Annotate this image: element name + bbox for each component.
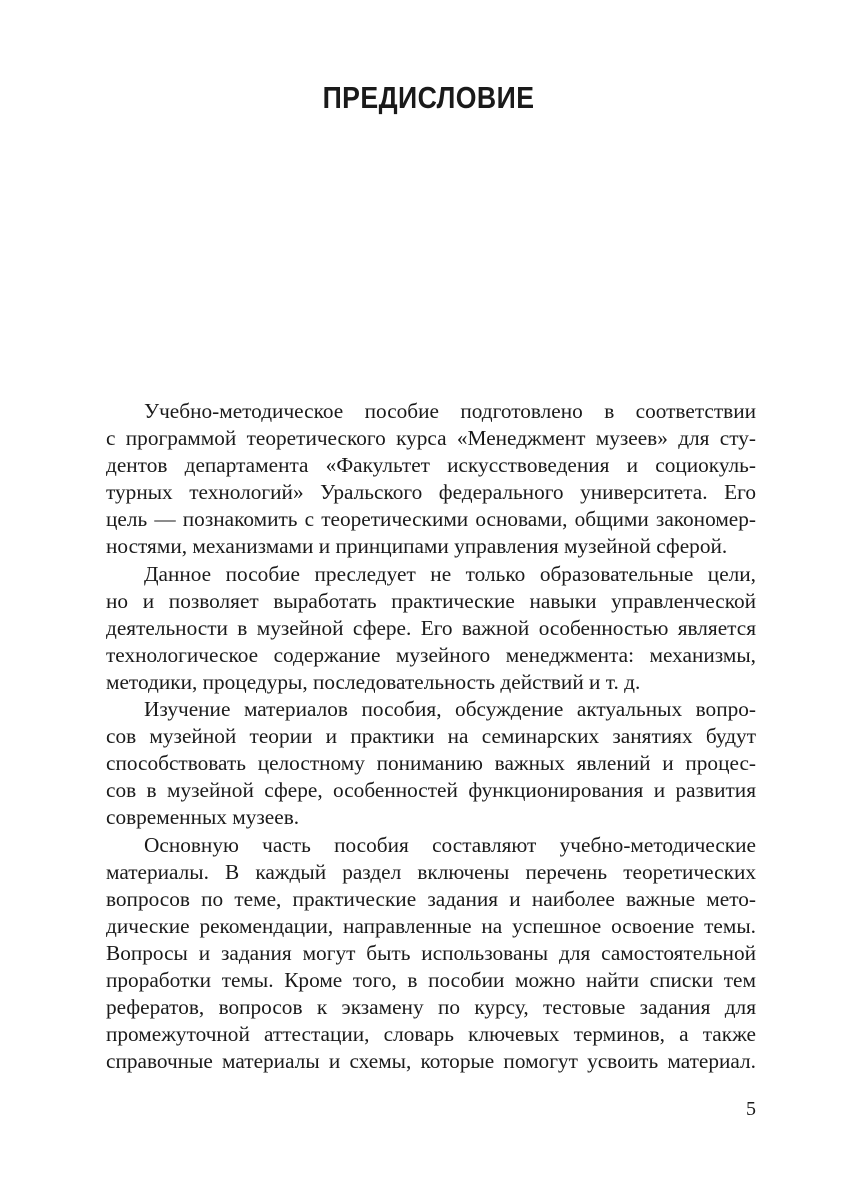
text-line: Данное пособие преследует не только образовательные цели, [144,561,756,586]
text-line: Изучение материалов пособия, обсуждение актуальных вопро- [144,697,756,722]
text-line: но и позволяет выработать практические навыки управленческой [106,588,756,613]
text-line: методики, процедуры, последовательность действий и т. д. [106,669,641,694]
page-number: 5 [746,1098,756,1120]
text-line: ностями, механизмами и принципами управления музейной сферой. [106,534,728,559]
text-line: Вопросы и задания могут быть использованы для самостоятельной [106,940,756,965]
text-line: рефератов, вопросов к экзамену по курсу, тестовые задания для [106,995,756,1020]
text-line: Учебно-методическое пособие подготовлено в соответствии [144,399,756,423]
text-line: проработки темы. Кроме того, в пособии можно найти списки тем [106,967,756,992]
text-line: Основную часть пособия составляют учебно-методические [144,832,756,857]
text-line: способствовать целостному пониманию важных явлений и процес- [106,751,756,776]
text-line: современных музеев. [106,805,300,830]
text-line: сов музейной теории и практики на семинарских занятиях будут [106,724,756,749]
text-line: дические рекомендации, направленные на успешное освоение темы. [106,913,756,938]
text-line: цель — познакомить с теоретическими основами, общими закономер- [106,507,756,532]
text-line: дентов департамента «Факультет искусствоведения и социокуль- [106,453,756,478]
paragraph-2 [106,561,756,696]
paragraph-1 [106,398,756,561]
text-line: турных технологий» Уральского федерального университета. Его [106,480,756,505]
text-line: справочные материалы и схемы, которые помогут усвоить материал. [106,1049,756,1074]
text-line: материалы. В каждый раздел включены перечень теоретических [106,859,756,884]
text-line: промежуточной аттестации, словарь ключевых терминов, а также [106,1022,756,1047]
text-line: технологическое содержание музейного менеджмента: механизмы, [106,642,756,667]
text-line: деятельности в музейной сфере. Его важной особенностью является [106,615,756,640]
text-line: с программой теоретического курса «Менеджмент музеев» для сту- [106,426,756,451]
page-title: ПРЕДИСЛОВИЕ [322,80,535,115]
preface-body [106,398,756,1075]
text-line: сов в музейной сфере, особенностей функционирования и развития [106,778,756,803]
paragraph-4 [106,832,756,1076]
text-line: вопросов по теме, практические задания и наиболее важные мето- [106,886,756,911]
paragraph-3 [106,696,756,831]
